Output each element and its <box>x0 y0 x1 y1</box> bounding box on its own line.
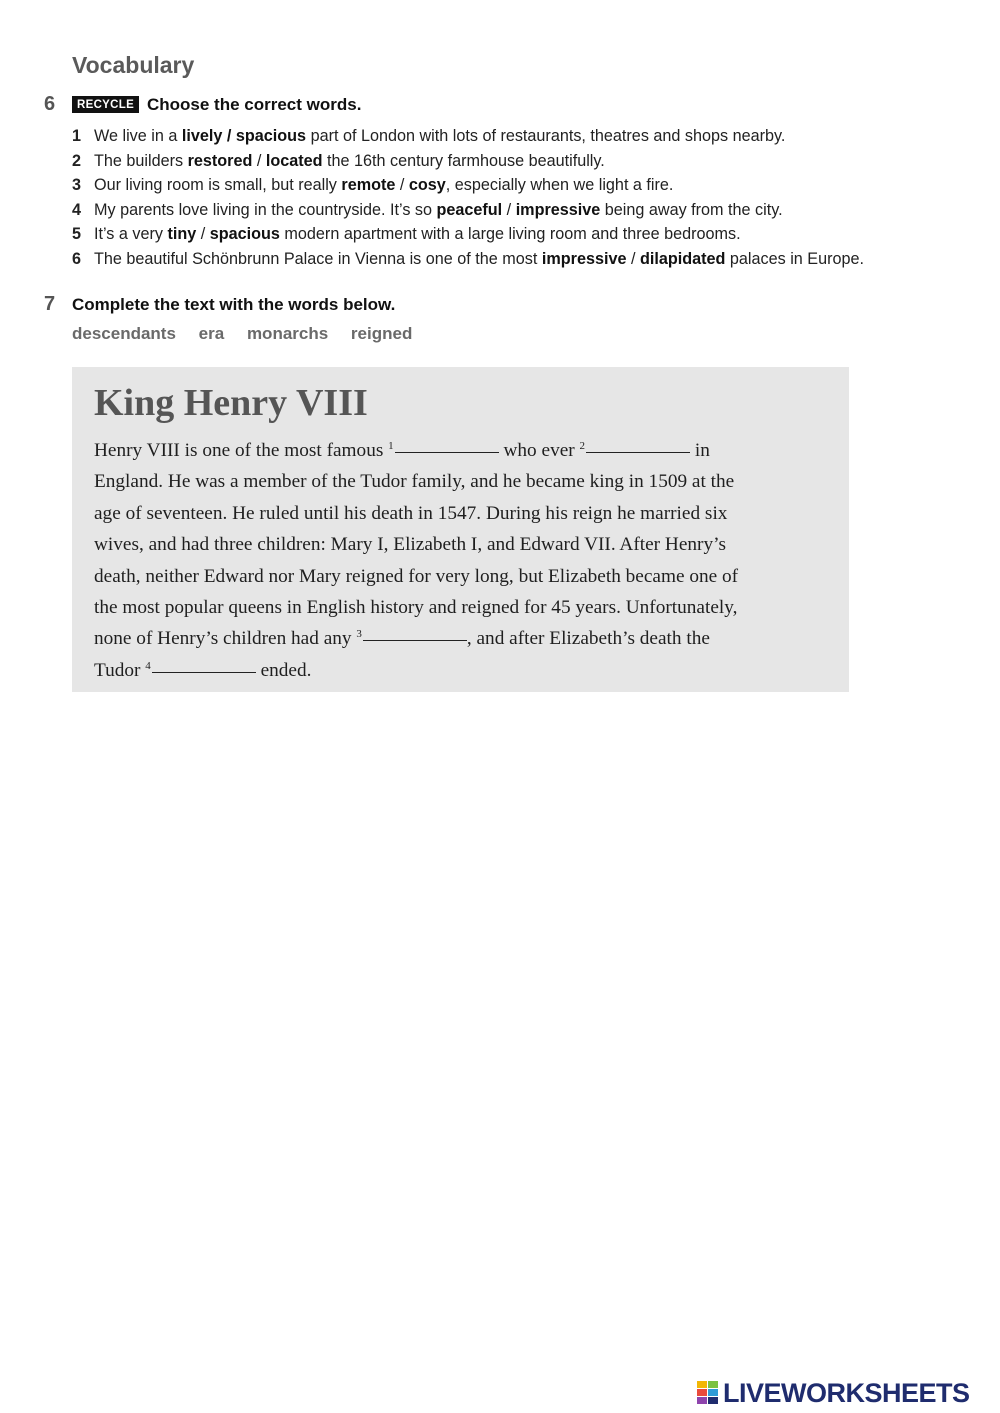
item-number: 5 <box>72 225 82 244</box>
recycle-tag: RECYCLE <box>72 96 139 113</box>
exercise-6-item: 3 Our living room is small, but really remote / cosy, especially when we light a fire. <box>72 173 972 198</box>
exercise-6-item: 6 The beautiful Schönbrunn Palace in Vienna is one of the most impressive / dilapidated palaces in Europe. <box>72 247 972 272</box>
item-number: 6 <box>72 249 82 268</box>
exercise-6-item: 1 We live in a lively / spacious part of London with lots of restaurants, theatres and shops nearby. <box>72 124 972 149</box>
option-1[interactable]: impressive <box>541 249 627 268</box>
exercise-6-item: 2 The builders restored / located the 16th century farmhouse beautifully. <box>72 149 972 174</box>
reading-title: King Henry VIII <box>94 382 368 424</box>
word-bank-item: reigned <box>350 324 413 343</box>
option-2[interactable]: dilapidated <box>639 249 726 268</box>
item-number: 2 <box>72 151 82 170</box>
item-number: 3 <box>72 176 82 195</box>
exercise-6-items <box>72 124 972 272</box>
option-1[interactable]: lively <box>181 127 223 145</box>
exercise-7-number: 7 <box>44 293 56 315</box>
option-2[interactable]: impressive <box>515 200 601 219</box>
option-1[interactable]: remote <box>341 176 396 195</box>
word-bank <box>72 324 430 344</box>
option-1[interactable]: restored <box>187 151 253 170</box>
word-bank-item: era <box>198 324 225 343</box>
liveworksheets-logo-icon <box>697 1381 719 1405</box>
exercise-6-number: 6 <box>44 93 56 115</box>
option-2[interactable]: located <box>265 151 323 170</box>
option-1[interactable]: peaceful <box>436 200 503 219</box>
answer-blank-2[interactable] <box>586 451 690 453</box>
option-2[interactable]: spacious <box>209 225 280 244</box>
exercise-6-item: 4 My parents love living in the countryside. It’s so peaceful / impressive being away from the city. <box>72 198 972 223</box>
word-bank-item: monarchs <box>246 324 329 343</box>
exercise-6-item: 5 It’s a very tiny / spacious modern apartment with a large living room and three bedrooms. <box>72 222 972 247</box>
exercise-7-instruction: Complete the text with the words below. <box>72 295 396 314</box>
answer-blank-1[interactable] <box>395 451 499 453</box>
exercise-6-instruction: Choose the correct words. <box>147 95 362 114</box>
section-title: Vocabulary <box>72 52 195 78</box>
liveworksheets-logo <box>697 1378 970 1408</box>
option-2[interactable]: cosy <box>408 176 446 195</box>
reading-text: Henry VIII is one of the most famous $^1$ who ever $^2$ in England. He was a member of the Tudor family, and he became king in 1509 at the age of seventeen. He ruled until his death in 1547. During his reign he married six wives, and had three children: Mary I, Elizabeth I, and Edward VII. After Henry’s death, neither Edward nor Mary reigned for very long, but Elizabeth became one of the most popular queens in English history and reigned for 45 years. Unfortunately, none of Henry’s children had any $^3$ , and after Elizabeth’s death the Tudor $^4$ ended. <box>94 440 739 681</box>
item-number: 4 <box>72 200 82 219</box>
reading-text-box <box>72 367 849 692</box>
logo-text: LIVEWORKSHEETS <box>723 1377 970 1408</box>
option-1[interactable]: tiny <box>167 225 197 244</box>
word-bank-item: descendants <box>72 324 176 343</box>
option-2[interactable]: spacious <box>235 127 307 145</box>
item-number: 1 <box>72 127 82 145</box>
answer-blank-3[interactable] <box>363 639 467 641</box>
answer-blank-4[interactable] <box>152 671 256 673</box>
